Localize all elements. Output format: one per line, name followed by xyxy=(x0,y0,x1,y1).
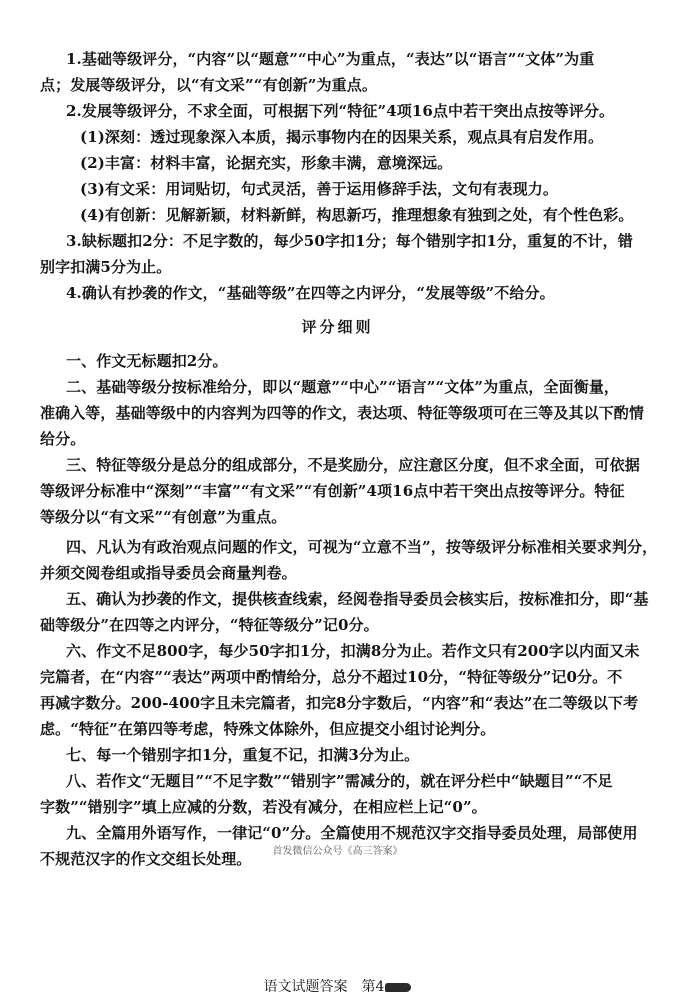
rule-3-line-1: 3.缺标题扣2分：不足字数的，每少50字扣1分；每个错别字扣1分，重复的不计，错 xyxy=(66,232,633,250)
watermark-text: 首发微信公众号《高三答案》 xyxy=(272,846,403,857)
page-footer xyxy=(0,976,675,996)
detail-2-line-2: 准确入等，基础等级中的内容判为四等的作文，表达项、特征等级项可在三等及其以下酌情 xyxy=(40,404,645,422)
feature-rich: (2)丰富：材料丰富，论据充实，形象丰满，意境深远。 xyxy=(80,154,453,172)
detail-2-line-1: 二、基础等级分按标准给分，即以“题意”“中心”“语言”“文体”为重点，全面衡量， xyxy=(66,378,620,396)
rule-3-line-2: 别字扣满5分为止。 xyxy=(40,258,172,276)
detail-7-line-1: 七、每一个错别字扣1分，重复不记，扣满3分为止。 xyxy=(66,746,420,764)
detail-1-line-1: 一、作文无标题扣2分。 xyxy=(66,352,228,370)
detail-9-line-2: 不规范汉字的作文交组长处理。 xyxy=(40,850,252,868)
rule-1-line-1: 1.基础等级评分，“内容”以“题意”“中心”为重点，“表达”以“语言”“文体”为重 xyxy=(66,50,595,68)
detail-8-line-2: 字数”“错别字”填上应减的分数，若没有减分，在相应栏上记“0”。 xyxy=(40,798,487,816)
footer-text: 语文试题答案 第4 xyxy=(263,979,385,995)
detail-4-line-2: 并须交阅卷组或指导委员会商量判卷。 xyxy=(40,564,297,582)
detail-4-line-1: 四、凡认为有政治观点问题的作文，可视为“立意不当”，按等级评分标准相关要求判分， xyxy=(66,538,658,556)
detail-5-line-1: 五、确认为抄袭的作文，提供核查线索，经阅卷指导委员会核实后，按标准扣分，即“基 xyxy=(66,590,649,608)
detail-9-line-1: 九、全篇用外语写作，一律记“0”分。全篇使用不规范汉字交指导委员处理，局部使用 xyxy=(66,824,638,842)
detail-6-line-3: 再减字数分。200-400字且未完篇者，扣完8分字数后，“内容”和“表达”在二等级以下考 xyxy=(40,694,639,712)
detail-2-line-3: 给分。 xyxy=(40,430,86,448)
rule-4-line-1: 4.确认有抄袭的作文，“基础等级”在四等之内评分，“发展等级”不给分。 xyxy=(66,284,555,302)
rule-1-line-2: 点；发展等级评分，以“有文采”“有创新”为重点。 xyxy=(40,76,377,94)
detail-3-line-2: 等级评分标准中“深刻”“丰富”“有文采”“有创新”4项16点中若干突出点按等评分。特征 xyxy=(40,482,625,500)
footer-smudge xyxy=(385,983,411,992)
detail-3-line-1: 三、特征等级分是总分的组成部分，不是奖励分，应注意区分度，但不求全面，可依据 xyxy=(66,456,640,474)
detail-6-line-1: 六、作文不足800字，每少50字扣1分，扣满8分为止。若作文只有200字以内面又未 xyxy=(66,642,640,660)
section-heading: 评分细则 xyxy=(301,318,374,336)
rule-2-line-1: 2.发展等级评分，不求全面，可根据下列“特征”4项16点中若干突出点按等评分。 xyxy=(66,102,615,120)
detail-6-line-2: 完篇者，在“内容”“表达”两项中酌情给分，总分不超过10分，“特征等级分”记0分。不 xyxy=(40,668,623,686)
detail-5-line-2: 础等级分”在四等之内评分，“特征等级分”记0分。 xyxy=(40,616,379,634)
feature-literary: (3)有文采：用词贴切，句式灵活，善于运用修辞手法，文句有表现力。 xyxy=(80,180,558,198)
detail-3-line-3: 等级分以“有文采”“有创意”为重点。 xyxy=(40,508,287,526)
detail-6-line-4: 虑。“特征”在第四等考虑，特殊文体除外，但应提交小组讨论判分。 xyxy=(40,720,496,738)
detail-8-line-1: 八、若作文“无题目”“不足字数”“错别字”需减分的，就在评分栏中“缺题目”“不足 xyxy=(66,772,613,790)
feature-deep: (1)深刻：透过现象深入本质，揭示事物内在的因果关系，观点具有启发作用。 xyxy=(80,128,604,146)
feature-innovative: (4)有创新：见解新颖，材料新鲜，构思新巧，推理想象有独到之处，有个性色彩。 xyxy=(80,206,634,224)
